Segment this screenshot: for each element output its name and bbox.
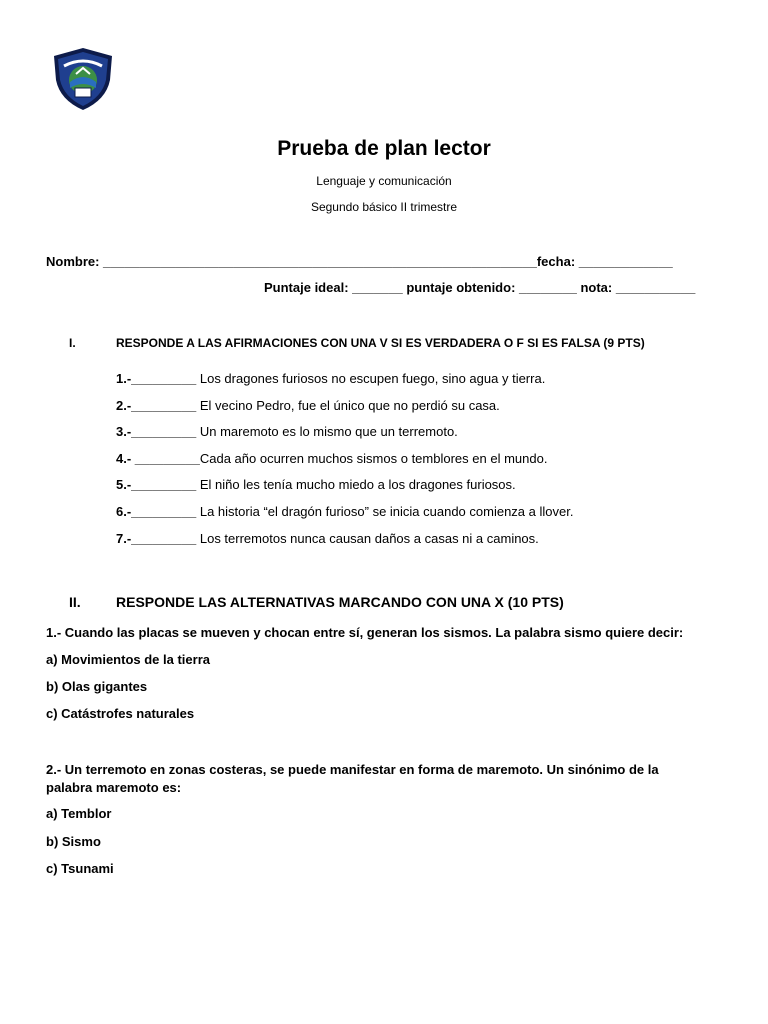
section1-heading: RESPONDE A LAS AFIRMACIONES CON UNA V SI ES VERDADERA O F SI ES FALSA (9 PTS) — [116, 336, 645, 350]
nombre-fecha-field[interactable]: Nombre: ____________________________________________________________fecha: _____________ — [46, 254, 673, 269]
question-2-text: 2.- Un terremoto en zonas costeras, se puede manifestar en forma de maremoto. Un sinónimo de la palabra maremoto es: — [46, 762, 659, 795]
puntaje-nota-field[interactable]: Puntaje ideal: _______ puntaje obtenido: ________ nota: ___________ — [264, 280, 696, 295]
tf-item[interactable] — [116, 451, 547, 466]
tf-item-text: Los dragones furiosos no escupen fuego, sino agua y tierra. — [196, 371, 546, 386]
question-1-option-b[interactable]: b) Olas gigantes — [46, 679, 148, 694]
tf-item-text: Un maremoto es lo mismo que un terremoto. — [196, 424, 458, 439]
section1-number: I. — [69, 336, 76, 350]
question-1-option-c[interactable]: c) Catástrofes naturales — [46, 706, 195, 721]
school-crest-icon — [50, 46, 116, 112]
subject-subtitle: Lenguaje y comunicación — [316, 174, 452, 188]
tf-item-blank[interactable]: 6.-_________ — [116, 504, 197, 519]
section2-heading: RESPONDE LAS ALTERNATIVAS MARCANDO CON UNA X (10 PTS) — [116, 594, 564, 610]
tf-item-text: La historia “el dragón furioso” se inicia cuando comienza a llover. — [196, 504, 574, 519]
level-subtitle: Segundo básico II trimestre — [310, 200, 458, 214]
tf-item[interactable] — [116, 504, 573, 519]
tf-item-blank[interactable]: 2.-_________ — [116, 398, 197, 413]
tf-item-text: El niño les tenía mucho miedo a los dragones furiosos. — [196, 477, 516, 492]
question-2-option-b[interactable]: b) Sismo — [46, 834, 101, 849]
tf-item-text: El vecino Pedro, fue el único que no perdió su casa. — [196, 398, 500, 413]
tf-item-text: Cada año ocurren muchos sismos o temblores en el mundo. — [199, 451, 548, 466]
page-title: Prueba de plan lector — [277, 137, 491, 160]
section2-number: II. — [69, 594, 81, 610]
tf-item-blank[interactable]: 7.-_________ — [116, 531, 197, 546]
tf-item-blank[interactable]: 4.- _________ — [116, 451, 200, 466]
tf-item[interactable] — [116, 424, 458, 439]
tf-item[interactable] — [116, 531, 539, 546]
question-2-option-a[interactable]: a) Temblor — [46, 806, 112, 821]
tf-item-text: Los terremotos nunca causan daños a casas ni a caminos. — [196, 531, 539, 546]
tf-item[interactable] — [116, 371, 545, 386]
tf-item-blank[interactable]: 1.-_________ — [116, 371, 197, 386]
tf-item[interactable] — [116, 398, 500, 413]
tf-item-blank[interactable]: 5.-_________ — [116, 477, 197, 492]
question-2-option-c[interactable]: c) Tsunami — [46, 861, 114, 876]
tf-item-blank[interactable]: 3.-_________ — [116, 424, 197, 439]
tf-item[interactable] — [116, 477, 516, 492]
question-1-option-a[interactable]: a) Movimientos de la tierra — [46, 652, 210, 667]
question-1-text: 1.- Cuando las placas se mueven y chocan entre sí, generan los sismos. La palabra sismo quiere decir: — [46, 625, 684, 640]
